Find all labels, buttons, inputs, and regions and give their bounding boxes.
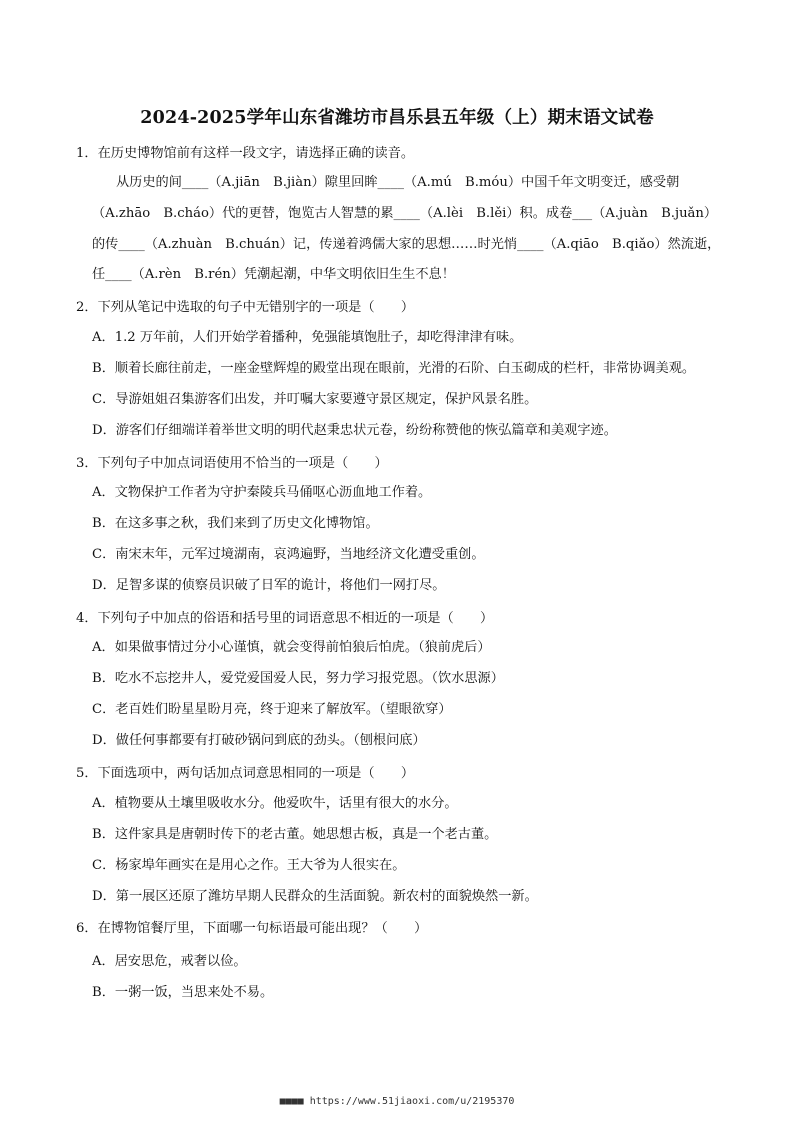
- question-5-option-b: B．这件家具是唐朝时传下的老古董。她思想古板，真是一个老古董。: [92, 827, 498, 842]
- question-4-stem: 4．下列句子中加点的俗语和括号里的词语意思不相近的一项是（ ）: [76, 611, 494, 626]
- question-1-line: 从历史的间____（A.jiān B.jiàn）隙里回眸____（A.mú B.móu）中国千年文明变迁，感受朝: [116, 175, 680, 190]
- question-6-option-a: A．居安思危，戒奢以俭。: [92, 954, 247, 969]
- question-4-option-d: D．做任何事都要有打破砂锅问到底的劲头。（刨根问底）: [92, 733, 426, 748]
- question-6-stem: 6．在博物馆餐厅里，下面哪一句标语最可能出现？（ ）: [76, 921, 428, 936]
- question-3-option-a: A．文物保护工作者为守护秦陵兵马俑呕心沥血地工作着。: [92, 485, 432, 500]
- question-6-option-b: B．一粥一饭，当思来处不易。: [92, 985, 274, 1000]
- question-1-stem: 1．在历史博物馆前有这样一段文字，请选择正确的读音。: [76, 146, 415, 161]
- question-2-option-d: D．游客们仔细端详着举世文明的明代赵秉忠状元卷，纷纷称赞他的恢弘篇章和美观字迹。: [92, 423, 617, 438]
- footer-url: ■■■■ https://www.51jiaoxi.com/u/2195370: [279, 1096, 515, 1107]
- question-3-stem: 3．下列句子中加点词语使用不恰当的一项是（ ）: [76, 456, 388, 471]
- question-5-option-d: D．第一展区还原了潍坊早期人民群众的生活面貌。新农村的面貌焕然一新。: [92, 889, 538, 904]
- question-2-option-b: B．顺着长廊往前走，一座金壁辉煌的殿堂出现在眼前，光滑的石阶、白玉砌成的栏杆，非常协调美观。: [92, 361, 696, 376]
- question-4-option-c: C．老百姓们盼星星盼月亮，终于迎来了解放军。（望眼欲穿）: [92, 702, 452, 717]
- question-1-line: （A.zhāo B.cháo）代的更替，饱览古人智慧的累____（A.lèi B.lěi）积。成卷___（A.juàn B.juǎn）: [92, 206, 718, 221]
- question-4-option-b: B．吃水不忘挖井人，爱党爱国爱人民，努力学习报党恩。（饮水思源）: [92, 671, 504, 686]
- question-2-stem: 2．下列从笔记中选取的句子中无错别字的一项是（ ）: [76, 300, 415, 315]
- question-2-option-a: A．1.2 万年前，人们开始学着播种，免强能填饱肚子，却吃得津津有味。: [92, 330, 523, 345]
- question-5-option-a: A．植物要从土壤里吸收水分。他爱吹牛，话里有很大的水分。: [92, 796, 458, 811]
- question-5-stem: 5．下面选项中，两句话加点词意思相同的一项是（ ）: [76, 766, 415, 781]
- question-3-option-c: C．南宋末年，元军过境湖南，哀鸿遍野，当地经济文化遭受重创。: [92, 547, 485, 562]
- question-2-option-c: C．导游姐姐召集游客们出发，并叮嘱大家要遵守景区规定，保护风景名胜。: [92, 392, 538, 407]
- question-5-option-c: C．杨家埠年画实在是用心之作。王大爷为人很实在。: [92, 858, 406, 873]
- page-title: 2024-2025学年山东省潍坊市昌乐县五年级（上）期末语文试卷: [140, 108, 654, 128]
- question-1-line: 的传____（A.zhuàn B.chuán）记，传递着鸿儒大家的思想……时光悄____（A.qiāo B.qiǎo）然流逝，: [92, 237, 721, 252]
- question-3-option-b: B．在这多事之秋，我们来到了历史文化博物馆。: [92, 516, 379, 531]
- question-4-option-a: A．如果做事情过分小心谨慎，就会变得前怕狼后怕虎。（狼前虎后）: [92, 640, 491, 655]
- question-3-option-d: D．足智多谋的侦察员识破了日军的诡计，将他们一网打尽。: [92, 578, 446, 593]
- question-1-line: 任____（A.rèn B.rén）凭潮起潮，中华文明依旧生生不息！: [92, 267, 455, 282]
